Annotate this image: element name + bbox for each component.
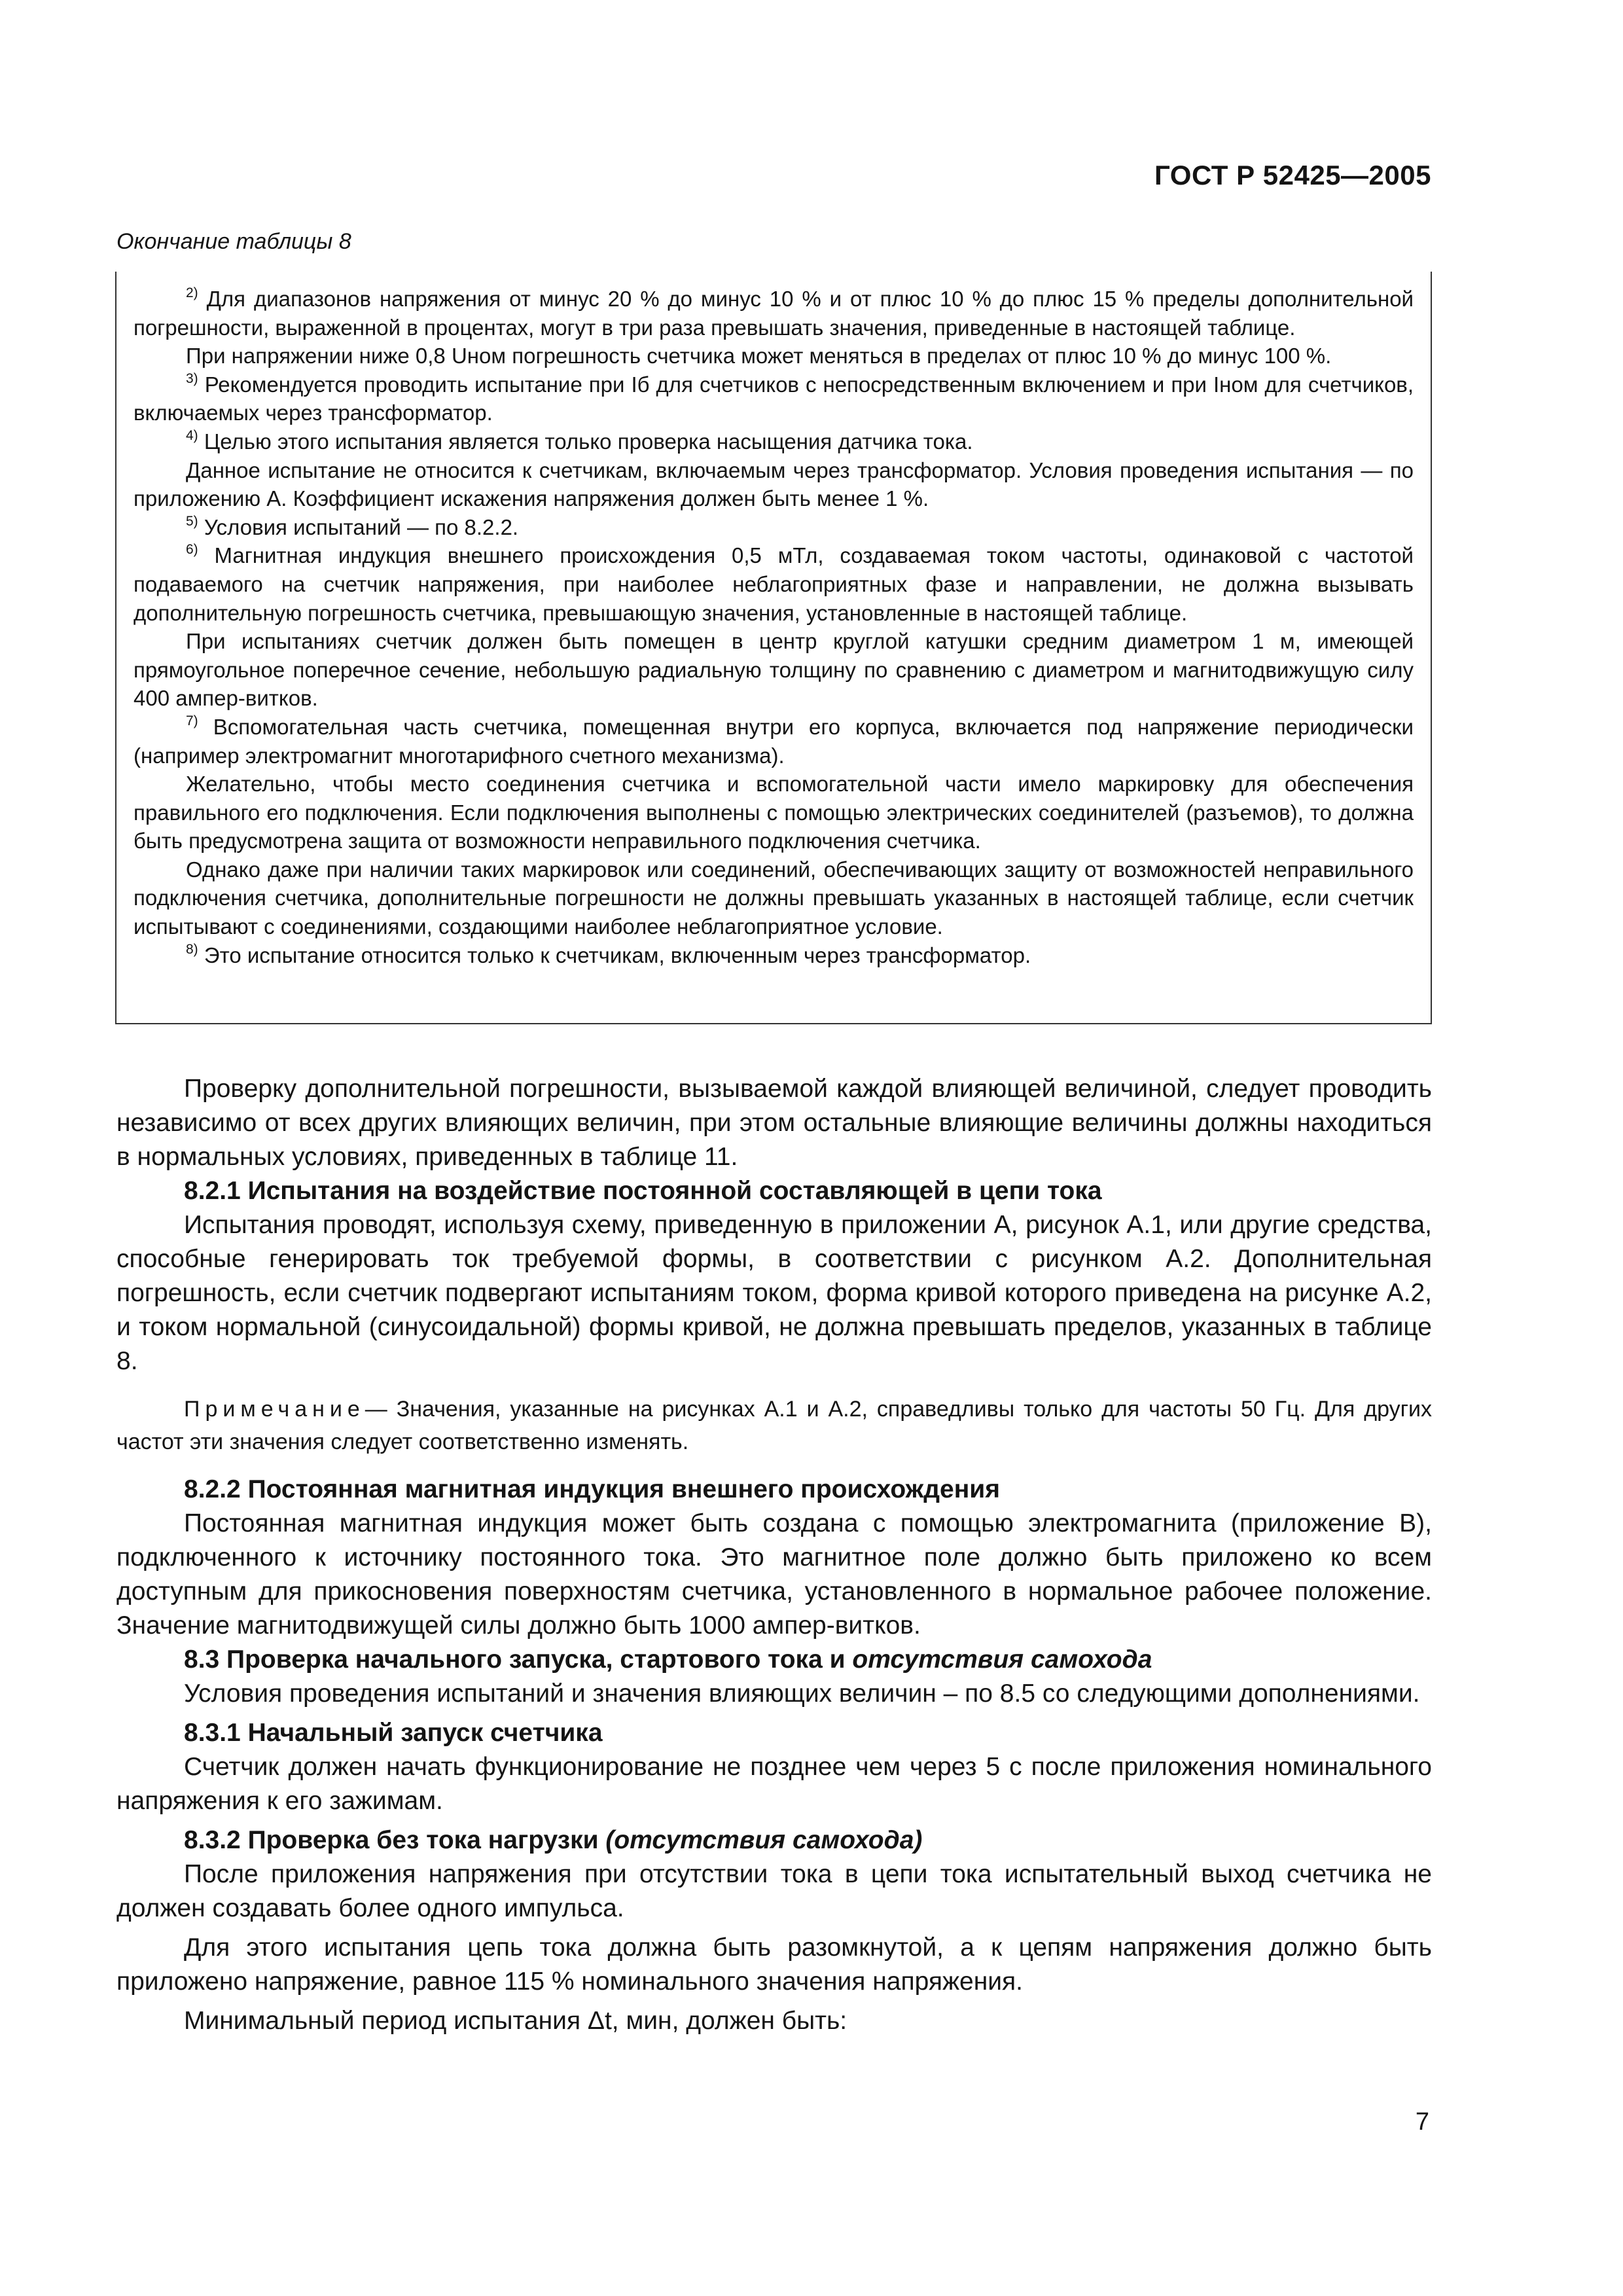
paragraph-8-3-2-a: После приложения напряжения при отсутствии тока в цепи тока испытательный выход счетчика не должен создавать более одного импульса. [116, 1860, 1432, 1922]
note-text: — Значения, указанные на рисунках А.1 и А.2, справедливы только для частоты 50 Гц. Для других частот эти значения следует соответственно изменять. [116, 1397, 1432, 1454]
note-7-cont-1: Желательно, чтобы место соединения счетчика и вспомогательной части имело маркировку для обеспечения правильного его подключения. Если подключения выполнены с помощью электрических соединителей (разъемов), то должна быть предусмотрена защита от возможности неправильного подключения счетчика. [134, 772, 1414, 853]
paragraph-8-2-2: Постоянная магнитная индукция может быть создана с помощью электромагнита (приложение В), подключенного к источнику постоянного тока. Это магнитное поле должно быть приложено ко всем доступным для прикосновения поверхностям счетчика, установленного в нормальное рабочее положение. Значение магнитодвижущей силы должно быть 1000 ампер-витков. [116, 1509, 1432, 1640]
heading-8-3-1: 8.3.1 Начальный запуск счетчика [184, 1719, 603, 1747]
note-2-cont: При напряжении ниже 0,8 Uном погрешность счетчика может меняться в пределах от плюс 10 % до минус 100 %. [186, 344, 1332, 368]
document-code: ГОСТ Р 52425—2005 [1154, 160, 1431, 190]
note-paragraph [116, 1393, 1432, 1458]
note-4: $^{4)}$ Целью этого испытания является только проверка насыщения датчика тока. [186, 427, 973, 454]
note-7-cont-2: Однако даже при наличии таких маркировок или соединений, обеспечивающих защиту от возможностей неправильного подключения счетчика, дополнительные погрешности не должны превышать указанных в настоящей таблице, если счетчик испытывают с соединениями, создающими наиболее неблагоприятное условие. [134, 857, 1414, 939]
table-notes-box [115, 272, 1432, 1024]
main-text [116, 1072, 1432, 2038]
paragraph-8-2-1: Испытания проводят, используя схему, приведенную в приложении А, рисунок А.1, или другие средства, способные генерировать ток требуемой формы, в соответствии с рисунком А.2. Дополнительная погрешность, если счетчик подвергают испытаниям током, форма кривой которого приведена на рисунке А.2, и током нормальной (синусоидальной) формы кривой, не должна превышать пределов, указанных в таблице 8. [116, 1211, 1432, 1375]
heading-8-2-2: 8.2.2 Постоянная магнитная индукция внешнего происхождения [184, 1475, 1001, 1503]
heading-8-2-1: 8.2.1 Испытания на воздействие постоянной составляющей в цепи тока [184, 1177, 1102, 1205]
note-label: Примечание [184, 1397, 365, 1422]
paragraph-8-3-2-b: Для этого испытания цепь тока должна быть разомкнутой, а к цепям напряжения должно быть приложено напряжение, равное 115 % номинального значения напряжения. [116, 1933, 1432, 1996]
note-8: $^{8)}$ Это испытание относится только к счетчикам, включенным через трансформатор. [186, 941, 1031, 967]
table-caption: Окончание таблицы 8 [116, 229, 351, 254]
paragraph-8-3-2-c: Минимальный период испытания Δt, мин, должен быть: [184, 2007, 847, 2035]
heading-8-3: 8.3 Проверка начального запуска, стартового тока и отсутствия самохода [184, 1645, 1152, 1674]
note-6: $^{6)}$ Магнитная индукция внешнего происхождения 0,5 мТл, создаваемая током частоты, одинаковой с частотой подаваемого на счетчик напряжения, при наиболее неблагоприятных фазе и направлении, не должна вызывать дополнительную погрешность счетчика, превышающую значения, установленные в настоящей таблице. [134, 542, 1414, 625]
note-3: $^{3)}$ Рекомендуется проводить испытание при Iб для счетчиков с непосредственным включением и при Iном для счетчиков, включаемых через трансформатор. [134, 370, 1414, 425]
paragraph-8-3-1: Счетчик должен начать функционирование не позднее чем через 5 с после приложения номинального напряжения к его зажимам. [116, 1753, 1432, 1815]
paragraph-8-3: Условия проведения испытаний и значения влияющих величин – по 8.5 со следующими дополнениями. [184, 1679, 1420, 1708]
note-7: $^{7)}$ Вспомогательная часть счетчика, помещенная внутри его корпуса, включается под напряжение периодически (например электромагнит многотарифного счетного механизма). [134, 713, 1414, 768]
page-number: 7 [1415, 2108, 1429, 2136]
note-2: $^{2)}$ Для диапазонов напряжения от минус 20 % до минус 10 % и от плюс 10 % до плюс 15 % пределы дополнительной погрешности, выраженной в процентах, могут в три раза превышать значения, приведенные в настоящей таблице. [134, 285, 1414, 340]
note-6-cont: При испытаниях счетчик должен быть помещен в центр круглой катушки средним диаметром 1 м, имеющей прямоугольное поперечное сечение, небольшую радиальную толщину по сравнению с диаметром и магнитодвижущую силу 400 ампер-витков. [134, 629, 1414, 711]
heading-8-3-2: 8.3.2 Проверка без тока нагрузки (отсутствия самохода) [184, 1826, 923, 1854]
paragraph-intro: Проверку дополнительной погрешности, вызываемой каждой влияющей величиной, следует проводить независимо от всех других влияющих величин, при этом остальные влияющие величины должны находиться в нормальных условиях, приведенных в таблице 11. [116, 1075, 1432, 1171]
note-4-cont: Данное испытание не относится к счетчикам, включаемым через трансформатор. Условия проведения испытания — по приложению А. Коэффициент искажения напряжения должен быть менее 1 %. [134, 457, 1414, 511]
note-5: $^{5)}$ Условия испытаний — по 8.2.2. [186, 513, 519, 539]
